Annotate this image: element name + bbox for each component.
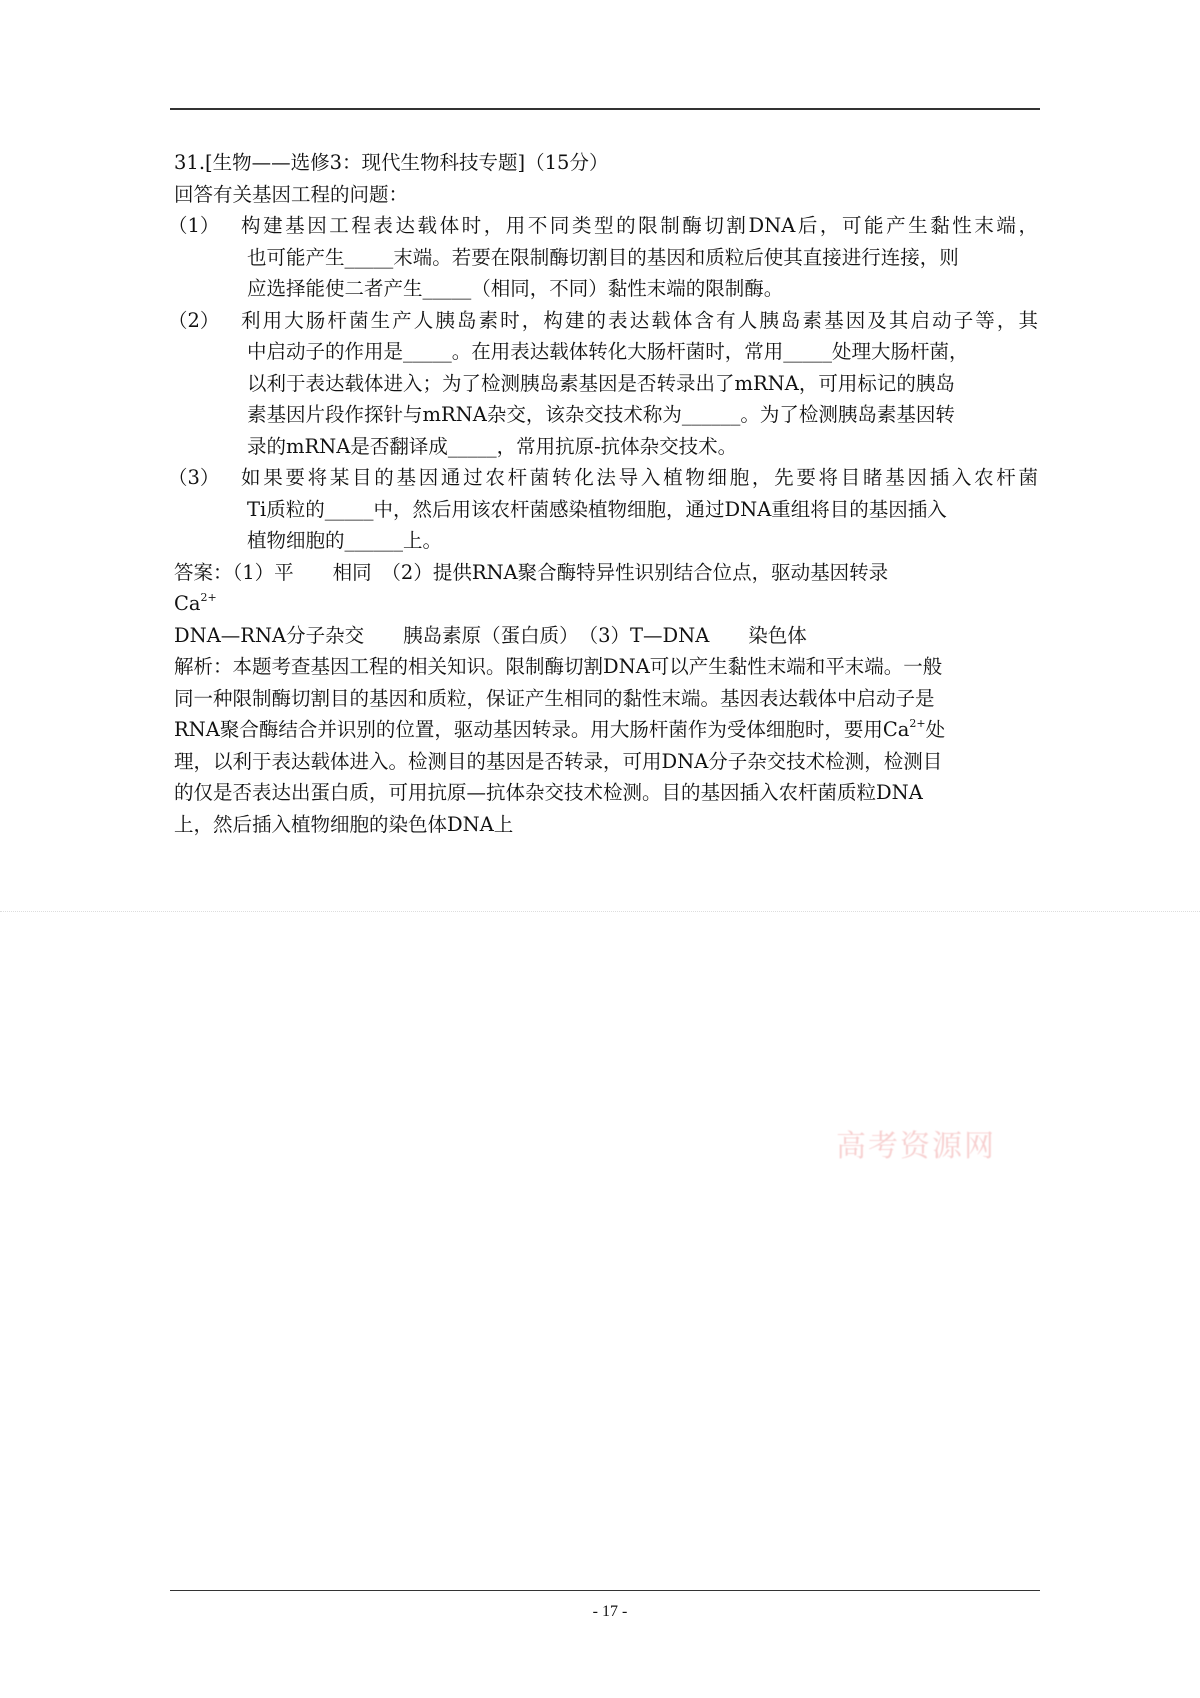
part-1-line-2: 也可能产生_____末端。若要在限制酶切割目的基因和质粒后使其直接进行连接，则 [247,245,959,269]
part-3-line-1: 如果要将某目的基因通过农杆菌转化法导入植物细胞，先要将目睹基因插入农杆菌 [241,466,1038,489]
part-2-line-3: 以利于表达载体进入；为了检测胰岛素基因是否转录出了mRNA，可用标记的胰岛 [247,371,955,395]
part-3-line-3: 植物细胞的______上。 [247,529,443,552]
answer-ca-charge: 2+ [200,591,217,604]
answer-line-2 [174,588,1038,620]
part-2-line-5: 录的mRNA是否翻译成_____，常用抗原-抗体杂交技术。 [247,434,738,458]
page-divider [0,911,1200,912]
part-3-line-2: Ti质粒的_____中，然后用该农杆菌感染植物细胞，通过DNA重组将目的基因插入 [247,497,947,521]
answer-line-3: DNA—RNA分子杂交 胰岛素原（蛋白质） （3）T—DNA 染色体 [174,623,807,647]
part-1-line-3: 应选择能使二者产生_____（相同，不同）黏性末端的限制酶。 [247,277,784,300]
analysis-line-3-text: RNA聚合酶结合并识别的位置，驱动基因转录。用大肠杆菌作为受体细胞时，要用Ca [174,718,910,741]
watermark-stamp: 高考资源网 [836,1129,996,1164]
part-2-line-2: 中启动子的作用是_____。在用表达载体转化大肠杆菌时，常用_____处理大肠杆菌， [247,340,969,363]
analysis-line-4: 理，以利于表达载体进入。检测目的基因是否转录，可用DNA分子杂交技术检测，检测目 [174,749,943,773]
analysis-line-3 [174,714,1038,746]
document-body [168,147,1038,840]
part-1-line-1: 构建基因工程表达载体时，用不同类型的限制酶切割DNA后，可能产生黏性末端， [241,214,1038,237]
question-part-1 [168,210,1038,242]
answer-ca: Ca [174,592,201,615]
analysis-line-3-charge: 2+ [909,717,926,730]
part-3-number: （3） [168,466,220,489]
footer-rule [170,1590,1040,1591]
analysis-line-1: 解析：本题考查基因工程的相关知识。限制酶切割DNA可以产生黏性末端和平末端。一般 [174,655,943,678]
analysis-line-3-end: 处 [925,718,946,741]
part-2-number: （2） [168,308,220,332]
analysis-line-2: 同一种限制酶切割目的基因和质粒，保证产生相同的黏性末端。基因表达载体中启动子是 [174,686,935,710]
question-title: 31.[生物——选修3：现代生物科技专题]（15分） [174,151,609,174]
part-2-line-4: 素基因片段作探针与mRNA杂交，该杂交技术称为______。为了检测胰岛素基因转 [247,403,955,426]
question-part-2 [168,305,1038,337]
analysis-line-5: 的仅是否表达出蛋白质，可用抗原—抗体杂交技术检测。目的基因插入农杆菌质粒DNA [174,781,923,804]
question-intro: 回答有关基因工程的问题： [174,182,409,206]
part-2-line-1: 利用大肠杆菌生产人胰岛素时，构建的表达载体含有人胰岛素基因及其启动子等，其 [241,308,1038,332]
page-number: - 17 - [592,1603,628,1620]
question-part-3 [168,462,1038,494]
part-1-number: （1） [168,214,220,237]
answer-line-1: 答案：（1）平 相同 （2）提供RNA聚合酶特异性识别结合位点，驱动基因转录 [174,560,889,584]
analysis-line-6: 上，然后插入植物细胞的染色体DNA上 [174,812,514,836]
header-rule [170,108,1040,110]
